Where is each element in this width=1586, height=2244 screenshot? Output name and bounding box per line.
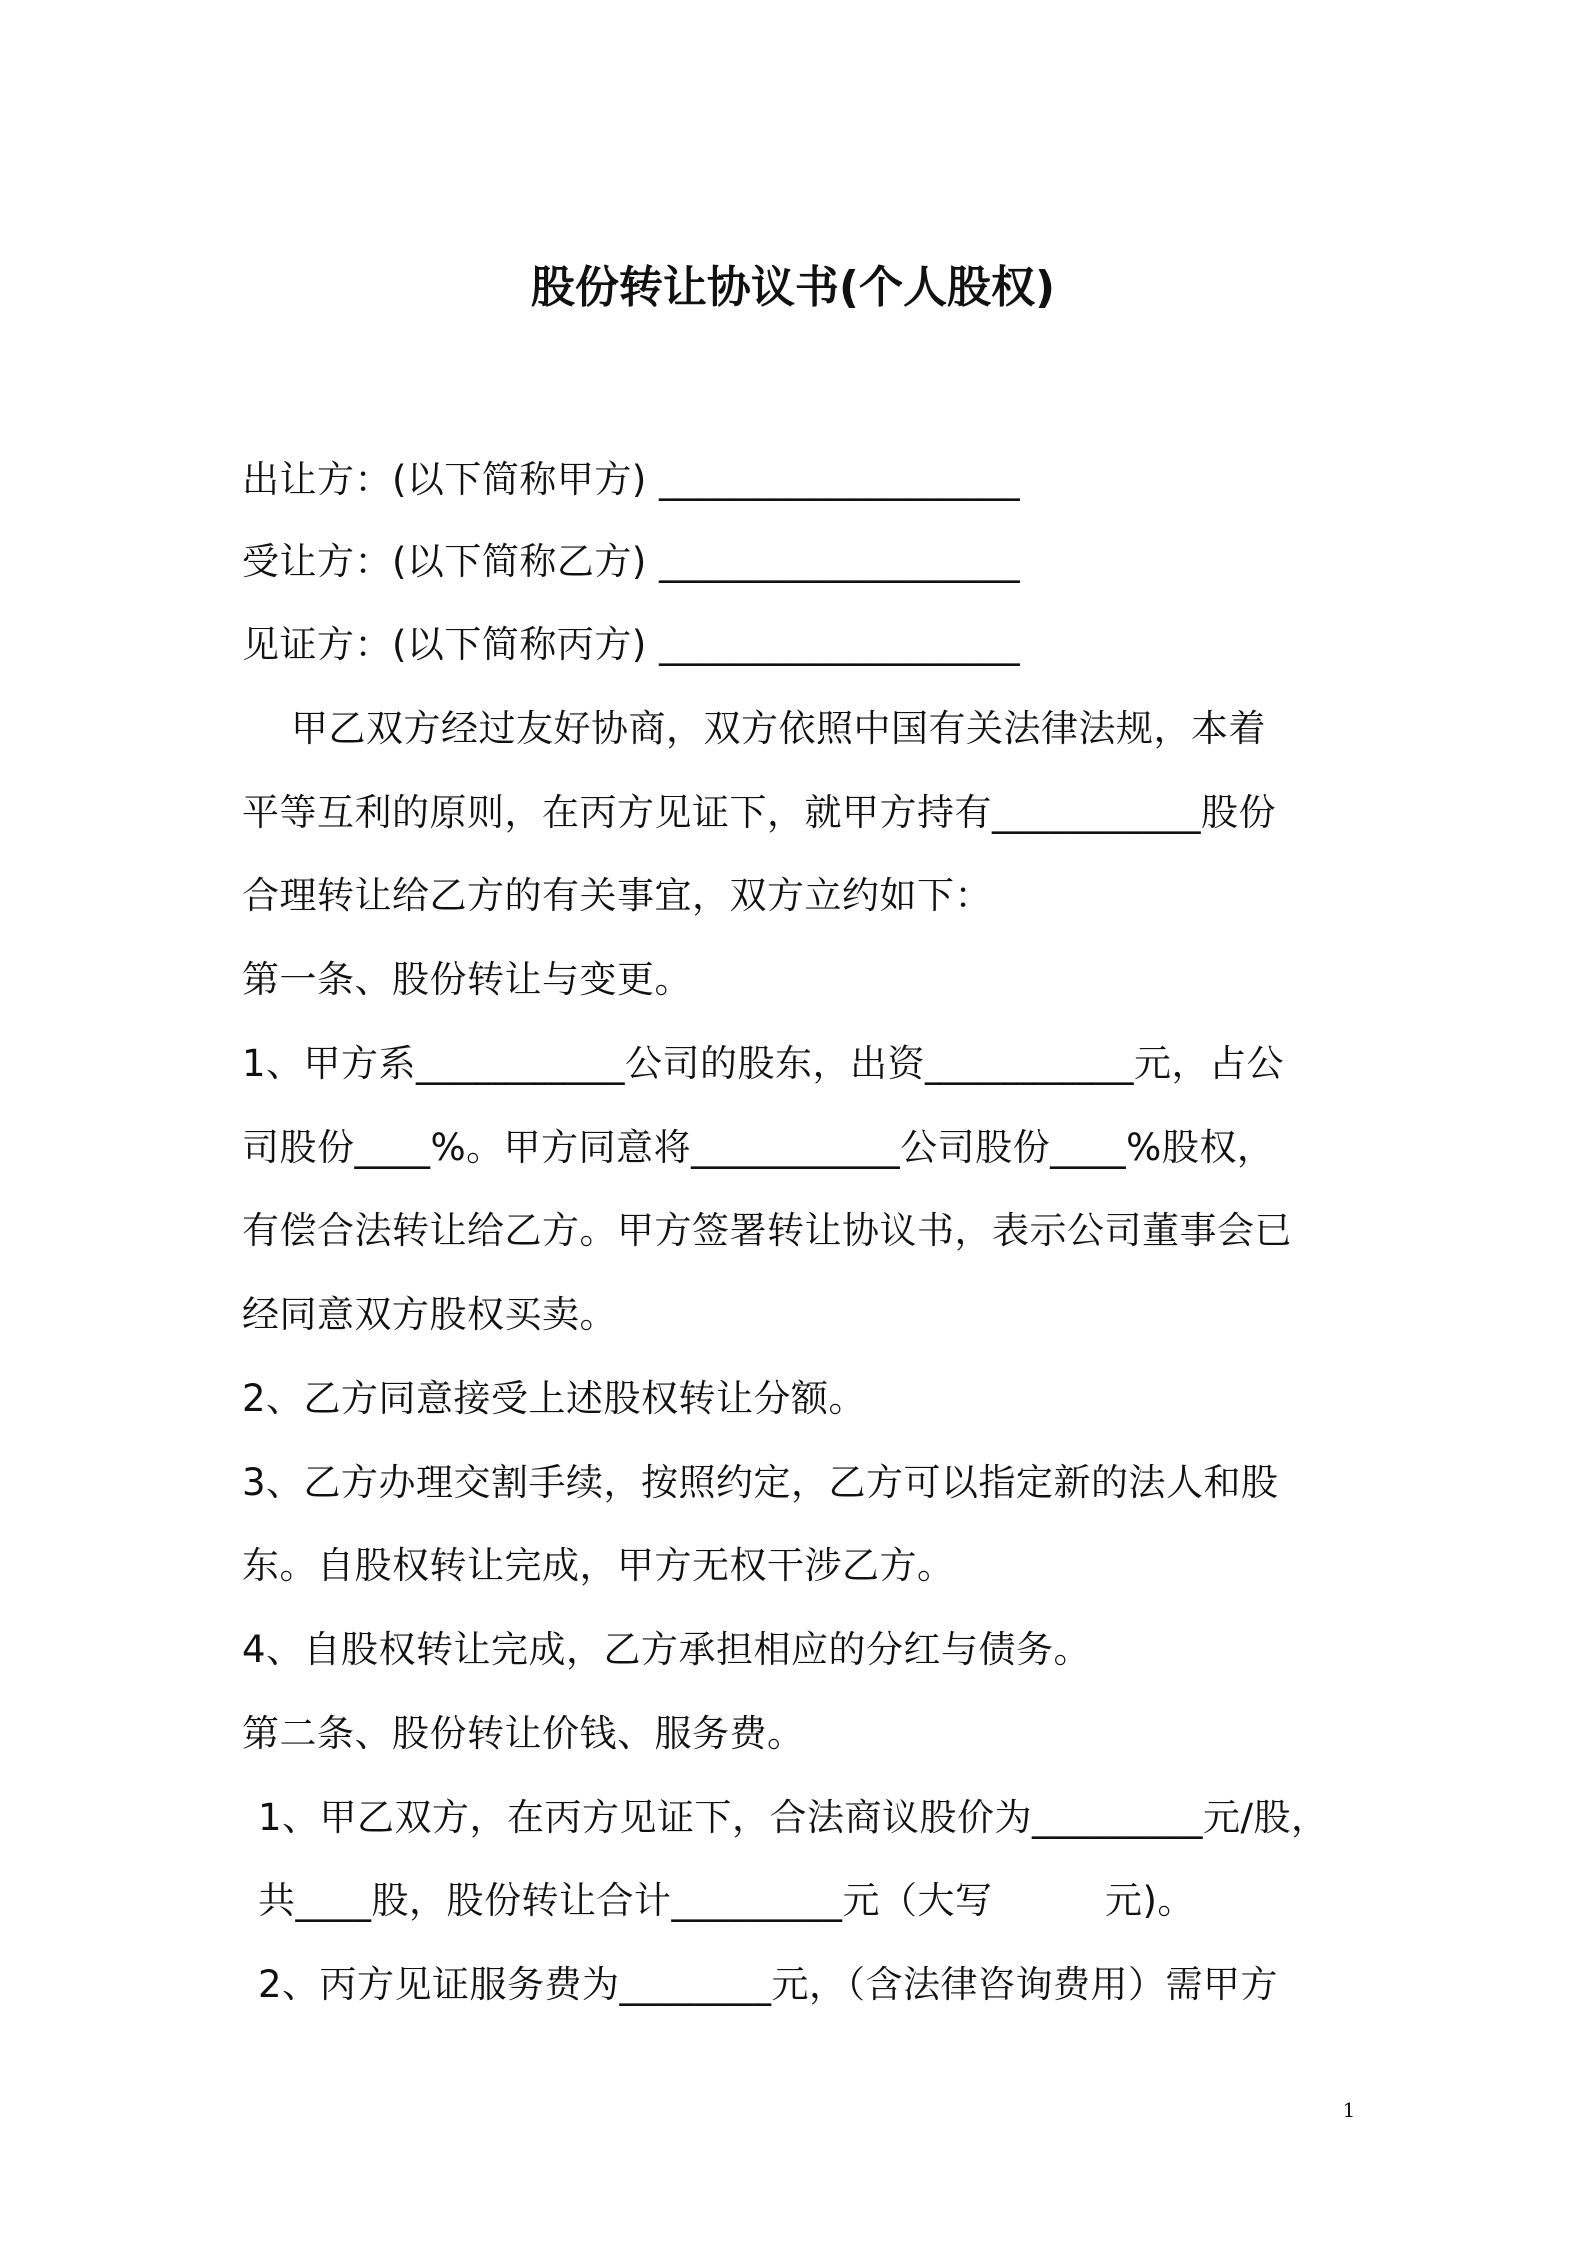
- article-1-clause-1-line-4: 经同意双方股权买卖。: [242, 1293, 617, 1336]
- party-transferee-line: 受让方：(以下简称乙方) ___________________: [242, 540, 1021, 583]
- page-number: 1: [1342, 2098, 1356, 2122]
- preamble-line-1: 甲乙双方经过友好协商，双方依照中国有关法律法规，本着: [242, 707, 1267, 750]
- article-1-clause-2: 2、乙方同意接受上述股权转让分额。: [242, 1377, 867, 1420]
- party-witness-line: 见证方：(以下简称丙方) ___________________: [242, 623, 1021, 666]
- article-1-clause-4: 4、自股权转让完成，乙方承担相应的分红与债务。: [242, 1628, 1092, 1671]
- article-1-clause-1-line-2: 司股份____%。甲方同意将___________公司股份____%股权，: [242, 1126, 1275, 1169]
- article-2-clause-1-line-1: 1、甲乙双方，在丙方见证下，合法商议股价为_________元/股，: [258, 1796, 1329, 1839]
- article-2-clause-1-line-2: 共____股，股份转让合计_________元（大写 元)。: [258, 1879, 1195, 1922]
- preamble-line-3: 合理转让给乙方的有关事宜，双方立约如下：: [242, 874, 992, 917]
- article-1-heading: 第一条、股份转让与变更。: [242, 958, 692, 1001]
- article-1-clause-1-line-3: 有偿合法转让给乙方。甲方签署转让协议书，表示公司董事会已: [242, 1209, 1292, 1252]
- article-2-clause-2-line-1: 2、丙方见证服务费为________元，（含法律咨询费用）需甲方: [258, 1963, 1279, 2006]
- preamble-line-2: 平等互利的原则，在丙方见证下，就甲方持有___________股份: [242, 791, 1276, 834]
- party-transferor-line: 出让方：(以下简称甲方) ___________________: [242, 458, 1021, 501]
- article-1-clause-3-line-2: 东。自股权转让完成，甲方无权干涉乙方。: [242, 1544, 955, 1587]
- article-1-clause-3-line-1: 3、乙方办理交割手续，按照约定，乙方可以指定新的法人和股: [242, 1461, 1279, 1504]
- article-2-heading: 第二条、股份转让价钱、服务费。: [242, 1712, 805, 1755]
- document-title: 股份转让协议书(个人股权): [530, 262, 1056, 313]
- article-1-clause-1-line-1: 1、甲方系___________公司的股东，出资___________元，占公: [242, 1042, 1285, 1085]
